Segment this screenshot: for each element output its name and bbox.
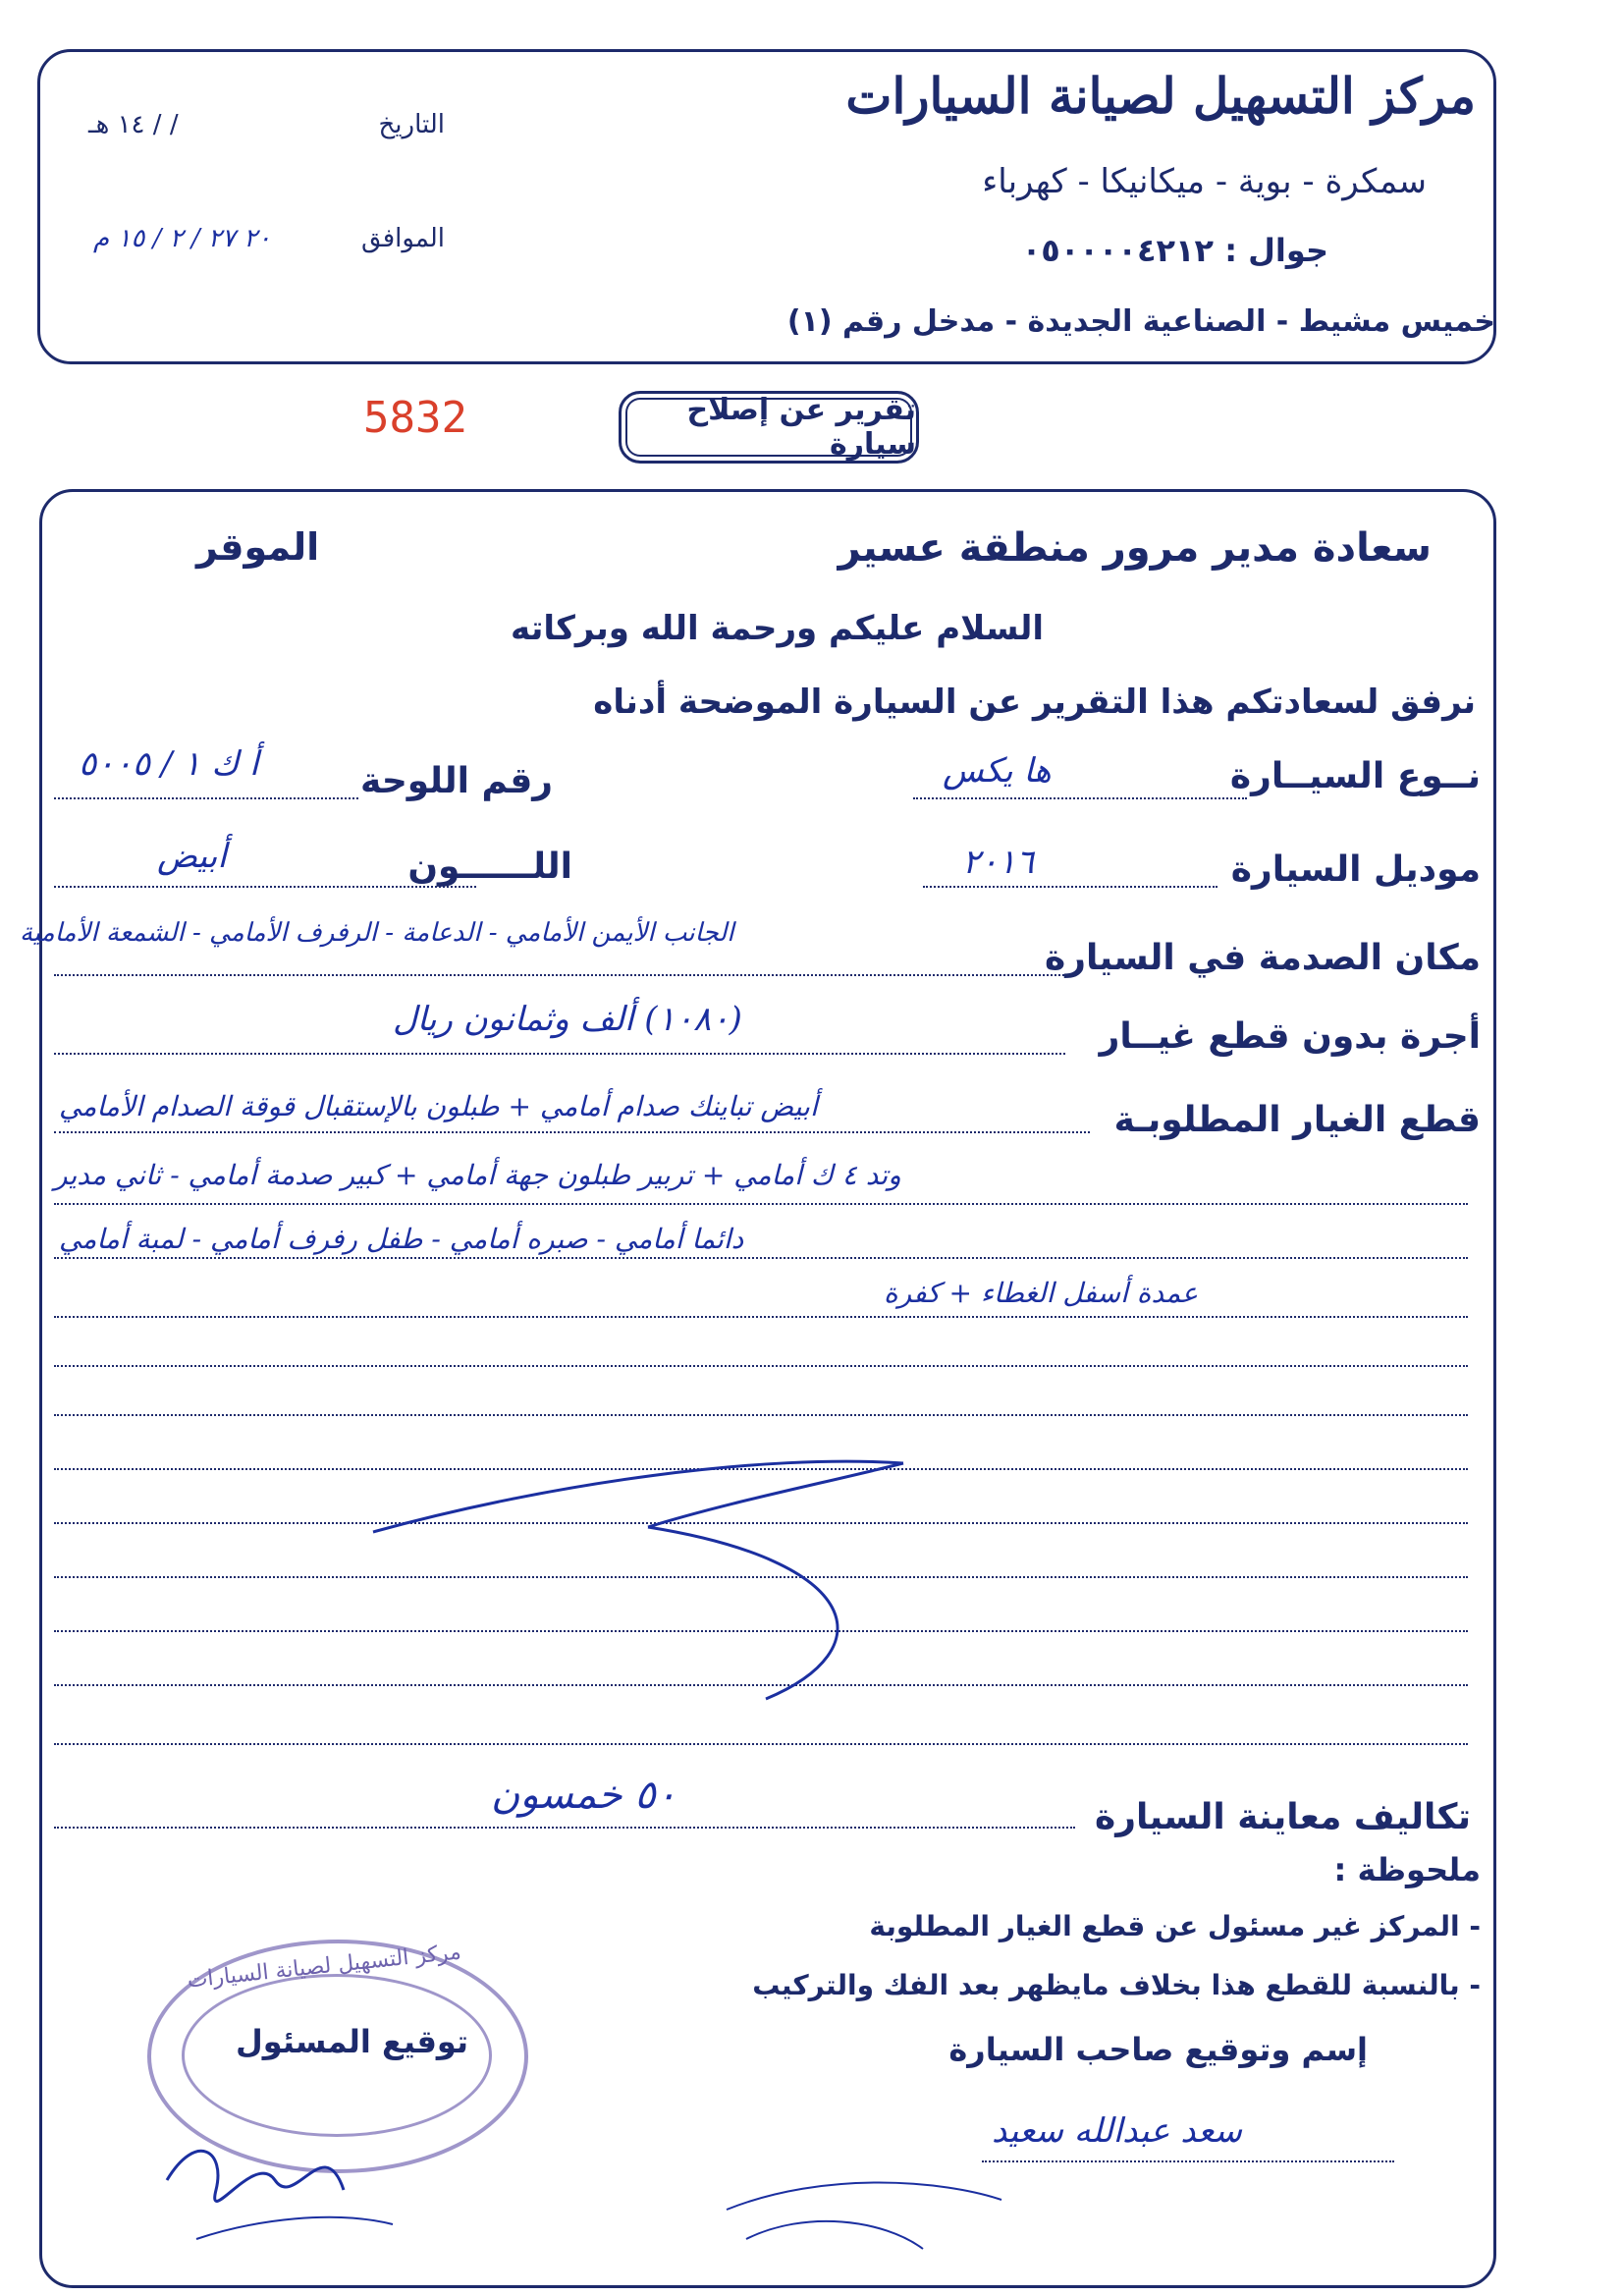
note-1: - المركز غير مسئول عن قطع الغيار المطلوبة [869, 1910, 1481, 1942]
plate-dotline [54, 797, 358, 799]
honorific: الموقر [196, 525, 320, 569]
blank-line [54, 1743, 1468, 1745]
blank-line [54, 1257, 1468, 1259]
shop-name: مركز التسهيل لصيانة السيارات [845, 67, 1476, 125]
blank-line [54, 1414, 1468, 1416]
labor-value: (١٠٨٠) ألف وثمانون ريال [393, 1000, 742, 1039]
owner-signature-dotline [982, 2160, 1394, 2162]
responsible-signature-label: توقيع المسئول [236, 2023, 468, 2060]
costs-label: تكاليف معاينة السيارة [1095, 1797, 1471, 1837]
plate-value: أ ك ١ / ٥٠٠٥ [79, 744, 259, 784]
hijri-date-value: ١٤ هـ / / [88, 110, 179, 139]
greeting: السلام عليكم ورحمة الله وبركاته [510, 609, 1044, 648]
labor-label: أجرة بدون قطع غيــار [1099, 1016, 1481, 1057]
serial-number: 5832 [363, 393, 467, 443]
greg-date-label: الموافق [361, 224, 445, 253]
parts-line-1: أبيض تباينك صدام أمامي + طبلون بالإستقبال قوقة الصدام الأمامي [59, 1090, 818, 1122]
handwritten-signatures [137, 2092, 1021, 2288]
services-line: سمكرة - بوية - ميكانيكا - كهرباء [982, 162, 1427, 201]
model-value: ٢٠١٦ [962, 843, 1035, 882]
color-value: أبيض [157, 837, 227, 876]
report-title: تقرير عن إصلاح سيارة [619, 391, 919, 464]
addressee: سعادة مدير مرور منطقة عسير [838, 525, 1432, 571]
model-label: موديل السيارة [1230, 849, 1481, 890]
owner-signature-value: سعد عبدالله سعيد [992, 2111, 1243, 2151]
parts-line-4: عمدة أسفل الغطاء + كفرة [884, 1277, 1199, 1309]
plate-label: رقم اللوحة [360, 761, 553, 801]
blank-line [54, 1316, 1468, 1318]
greg-date-value: ٢٠ ٢٧ / ٢ / ١٥ م [93, 224, 272, 253]
blank-line [54, 1365, 1468, 1367]
costs-value: ٥٠ خمسون [491, 1773, 677, 1818]
damage-dotline [54, 974, 1075, 976]
blank-line [54, 1203, 1468, 1205]
cancel-scribble [353, 1444, 943, 1738]
model-dotline [923, 886, 1217, 888]
note-2: - بالنسبة للقطع هذا بخلاف مايظهر بعد الفك والتركيب [752, 1969, 1481, 2001]
intro-text: نرفق لسعادتكم هذا التقرير عن السيارة الموضحة أدناه [593, 683, 1476, 722]
color-dotline [54, 886, 476, 888]
color-label: اللــــــون [407, 847, 572, 887]
stamp-text: مركز التسهيل لصيانة السيارات [186, 1940, 462, 1994]
parts-line-3: دائما أمامي - صبره أمامي - طفل رفرف أمامي - لمبة أمامي [59, 1223, 744, 1255]
car-type-label: نــوع السيــارة [1229, 756, 1481, 796]
costs-dotline [54, 1827, 1075, 1829]
car-type-value: ها يكس [943, 751, 1052, 791]
labor-dotline [54, 1053, 1065, 1055]
note-label: ملحوظة : [1333, 1851, 1481, 1888]
damage-value: الجانب الأيمن الأمامي - الدعامة - الرفرف الأمامي - الشمعة الأمامية [20, 918, 734, 948]
parts-dotline [54, 1131, 1090, 1133]
parts-label: قطع الغيار المطلوبـة [1113, 1100, 1481, 1140]
hijri-date-label: التاريخ [378, 110, 445, 139]
car-type-dotline [913, 797, 1247, 799]
owner-signature-label: إسم وتوقيع صاحب السيارة [948, 2031, 1368, 2068]
parts-line-2: وتد ٤ ك أمامي + تربير طبلون جهة أمامي + كبير صدمة أمامي - ثاني مدير [54, 1159, 901, 1191]
mobile-number: جوال : ٠٥٠٠٠٠٤٢١٢ [1021, 232, 1328, 269]
damage-label: مكان الصدمة في السيارة [1045, 938, 1481, 978]
address-line: خميس مشيط - الصناعية الجديدة - مدخل رقم (١) [786, 304, 1495, 339]
